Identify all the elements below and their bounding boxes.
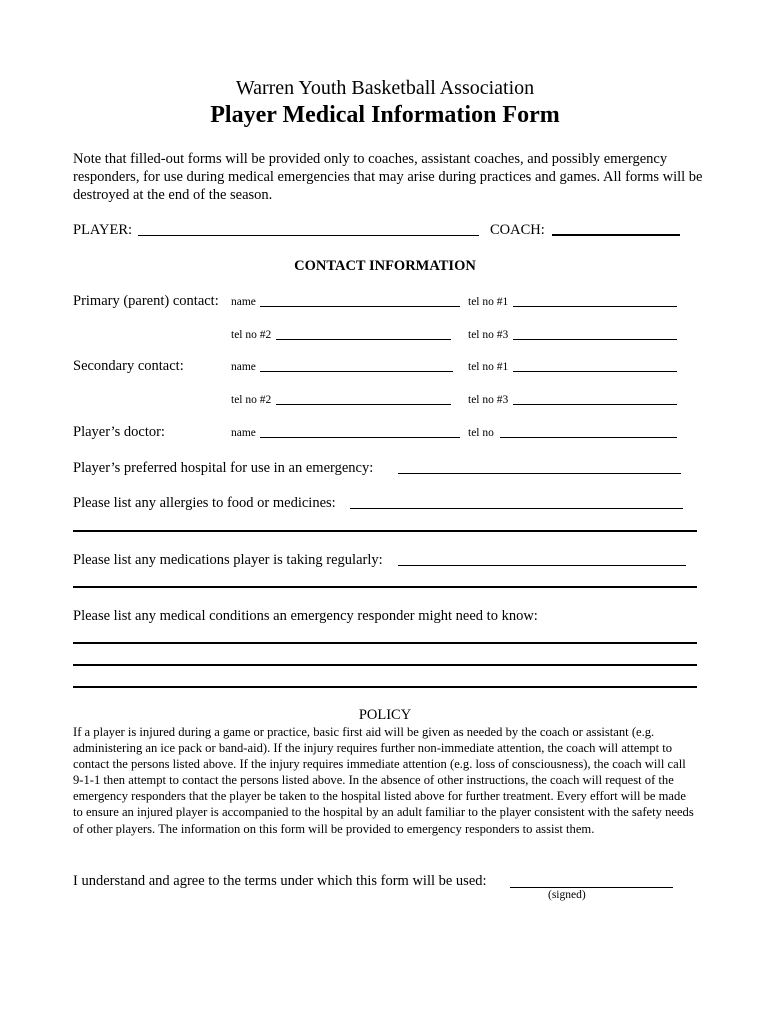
primary-tel2-field[interactable]	[276, 339, 451, 340]
doctor-tel-field[interactable]	[500, 437, 677, 438]
signature-field[interactable]	[510, 887, 673, 888]
secondary-name-field[interactable]	[260, 371, 453, 372]
medications-line-2[interactable]	[73, 586, 697, 588]
form-title: Player Medical Information Form	[210, 102, 560, 128]
secondary-name-label: name	[231, 361, 256, 373]
primary-tel3-field[interactable]	[513, 339, 677, 340]
hospital-field[interactable]	[398, 473, 681, 474]
medications-field[interactable]	[398, 565, 686, 566]
signed-caption: (signed)	[548, 889, 586, 901]
allergies-label: Please list any allergies to food or medicines:	[73, 495, 336, 511]
organization-name: Warren Youth Basketball Association	[235, 77, 535, 99]
doctor-name-label: name	[231, 427, 256, 439]
secondary-contact-label: Secondary contact:	[73, 358, 184, 374]
secondary-tel2-label: tel no #2	[231, 394, 272, 406]
secondary-tel1-label: tel no #1	[468, 361, 509, 373]
primary-tel1-field[interactable]	[513, 306, 677, 307]
allergies-field[interactable]	[350, 508, 683, 509]
player-field[interactable]	[138, 235, 479, 236]
contact-section-heading: CONTACT INFORMATION	[294, 258, 476, 274]
conditions-line-3[interactable]	[73, 686, 697, 688]
doctor-name-field[interactable]	[260, 437, 460, 438]
conditions-line-2[interactable]	[73, 664, 697, 666]
conditions-line-1[interactable]	[73, 642, 697, 644]
doctor-label: Player’s doctor:	[73, 424, 165, 440]
allergies-line-2[interactable]	[73, 530, 697, 532]
conditions-label: Please list any medical conditions an emergency responder might need to know:	[73, 608, 538, 624]
hospital-label: Player’s preferred hospital for use in an emergency:	[73, 460, 374, 476]
note-paragraph: Note that filled-out forms will be provided only to coaches, assistant coaches, and possibly emergency responders, for use during medical emergencies that may arise during practices and games. All forms will be destroyed at the end of the season.	[73, 151, 703, 203]
policy-heading: POLICY	[358, 707, 412, 723]
player-label: PLAYER:	[73, 222, 133, 238]
primary-name-field[interactable]	[260, 306, 460, 307]
secondary-tel3-label: tel no #3	[468, 394, 509, 406]
primary-name-label: name	[231, 296, 256, 308]
secondary-tel3-field[interactable]	[513, 404, 677, 405]
coach-label: COACH:	[490, 222, 545, 238]
agreement-label: I understand and agree to the terms under which this form will be used:	[73, 873, 487, 889]
medications-label: Please list any medications player is taking regularly:	[73, 552, 383, 568]
primary-tel1-label: tel no #1	[468, 296, 509, 308]
coach-field[interactable]	[552, 234, 680, 236]
primary-tel2-label: tel no #2	[231, 329, 272, 341]
primary-tel3-label: tel no #3	[468, 329, 509, 341]
policy-text: If a player is injured during a game or practice, basic first aid will be given as needed by the coach or assistant (e.g. administering an ice pack or band-aid). If the injury requires further non-immediate attention, the coach will attempt to contact the persons listed above. If the injury requires immediate attention (e.g. loss of consciousness), the coach will call 9-1-1 then attempt to contact the persons listed above. In the absence of other instructions, the coach will request of the emergency responders that the player be taken to the hospital listed above for further treatment. Every effort will be made to ensure an injured player is accompanied to the hospital by an adult familiar to the player consistent with the safety needs of other players. The information on this form will be provided to emergency responders to assist them.	[73, 725, 694, 836]
secondary-tel1-field[interactable]	[513, 371, 677, 372]
primary-contact-label: Primary (parent) contact:	[73, 293, 219, 309]
secondary-tel2-field[interactable]	[276, 404, 451, 405]
doctor-tel-label: tel no	[468, 427, 494, 439]
